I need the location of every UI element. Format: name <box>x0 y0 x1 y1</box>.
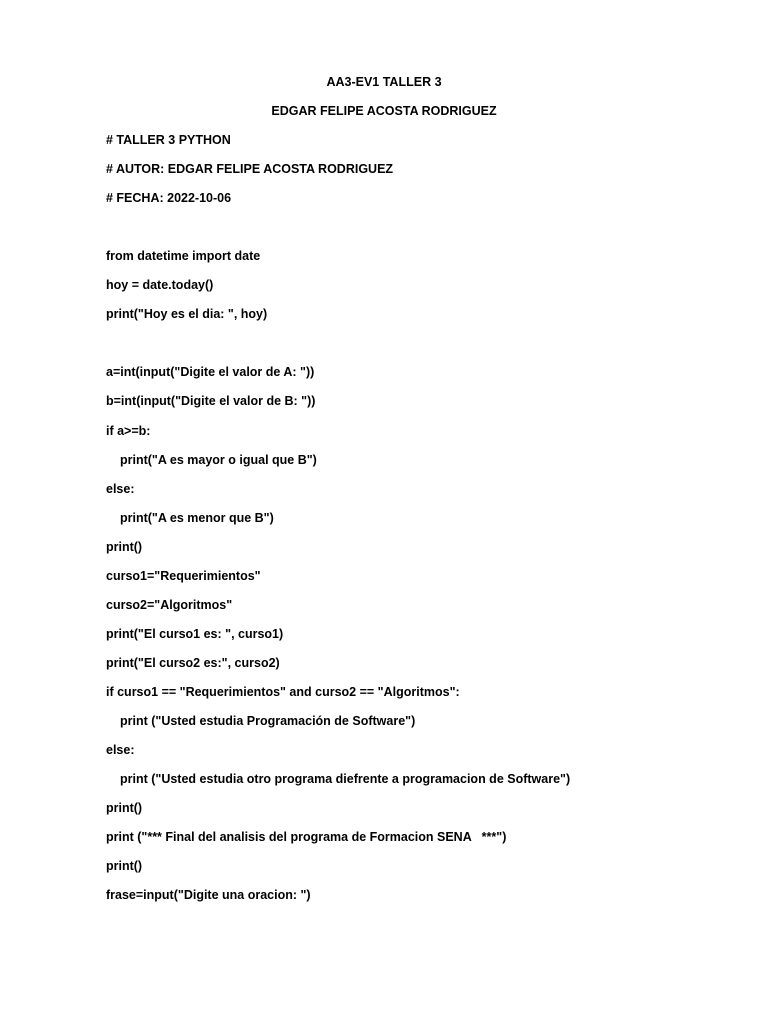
code-line: b=int(input("Digite el valor de B: ")) <box>106 394 316 408</box>
code-line: # FECHA: 2022-10-06 <box>106 191 232 205</box>
code-line: print() <box>106 801 143 815</box>
code-line: a=int(input("Digite el valor de A: ")) <box>106 365 315 379</box>
document-title: AA3-EV1 TALLER 3 <box>326 75 442 89</box>
code-line: # TALLER 3 PYTHON <box>106 133 231 147</box>
code-line: curso2="Algoritmos" <box>106 598 233 612</box>
code-line: print() <box>106 859 143 873</box>
code-line: print("A es mayor o igual que B") <box>120 453 317 467</box>
code-line: print("Hoy es el dia: ", hoy) <box>106 307 268 321</box>
code-line: print("A es menor que B") <box>120 511 274 525</box>
code-line: if curso1 == "Requerimientos" and curso2 == "Algoritmos": <box>106 685 460 699</box>
code-line: print ("*** Final del analisis del programa de Formacion SENA ***") <box>106 830 507 844</box>
code-line: print("El curso1 es: ", curso1) <box>106 627 284 641</box>
code-line: # AUTOR: EDGAR FELIPE ACOSTA RODRIGUEZ <box>106 162 394 176</box>
code-line: from datetime import date <box>106 249 261 263</box>
code-line: if a>=b: <box>106 424 151 438</box>
code-line: print() <box>106 540 143 554</box>
code-line: print ("Usted estudia Programación de Software") <box>120 714 416 728</box>
code-line: else: <box>106 743 135 757</box>
code-line: print("El curso2 es:", curso2) <box>106 656 280 670</box>
code-line: curso1="Requerimientos" <box>106 569 261 583</box>
code-line: frase=input("Digite una oracion: ") <box>106 888 311 902</box>
code-line: hoy = date.today() <box>106 278 214 292</box>
document-author-heading: EDGAR FELIPE ACOSTA RODRIGUEZ <box>271 104 497 118</box>
code-line: else: <box>106 482 135 496</box>
code-line: print ("Usted estudia otro programa diefrente a programacion de Software") <box>120 772 571 786</box>
